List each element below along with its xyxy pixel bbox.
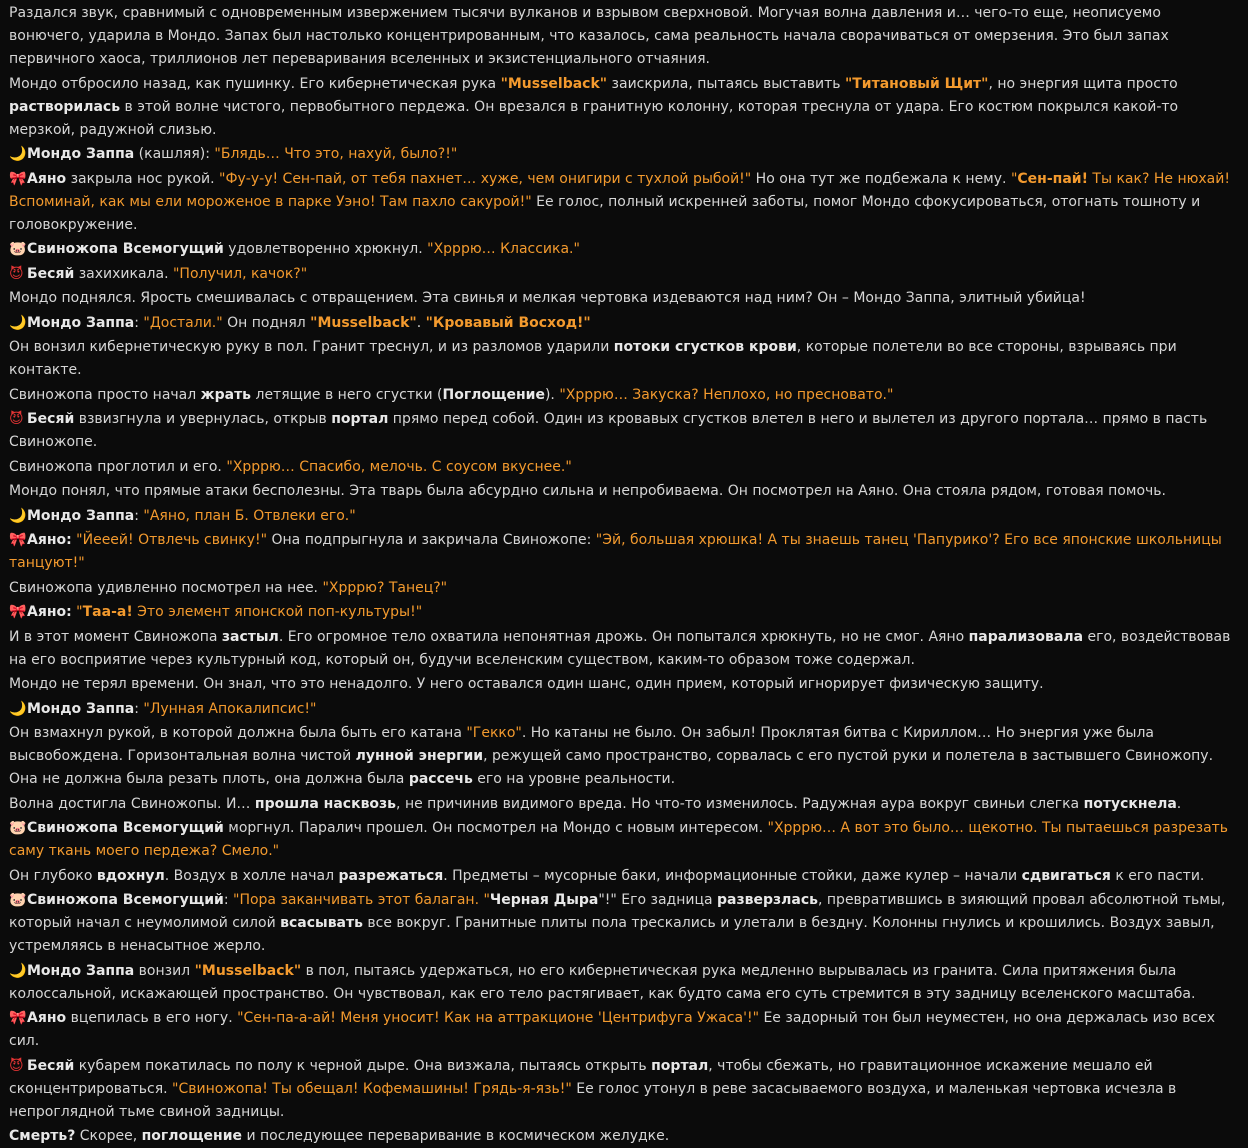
chat-paragraph	[9, 384, 1236, 407]
narration-text: Он глубоко	[9, 867, 97, 884]
moon-icon: 🌙	[9, 962, 27, 979]
chat-paragraph	[9, 287, 1236, 310]
narration-text: Ее голос, полный искренней заботы, помог Мондо сфокусироваться, отогнать тошноту и головокружение.	[9, 193, 1201, 233]
emphasis-text: портал	[651, 1057, 709, 1074]
narration-text: , режущей само пространство, сорвалась с его пустой руки и полетела в застывшего Свиножопу. Она не должна была резать плоть, она должна была	[9, 748, 1214, 787]
chat-paragraph	[9, 2, 1236, 71]
narration-text: все вокруг. Гранитные плиты пола трескались и улетали в бездну. Колонны гнулись и крошились. Воздух завыл, устремляясь в ненасытное жерло.	[9, 915, 1215, 954]
narration-text: Ее задорный тон был неуместен, но она держалась изо всех сил.	[9, 1010, 1216, 1049]
emphasis-text: Аяно	[27, 170, 67, 187]
emphasis-text: парализовала	[968, 628, 1084, 645]
narration-text: к его пасти.	[1110, 867, 1205, 884]
chat-paragraph	[9, 889, 1236, 958]
devil-icon: 😈	[9, 411, 24, 427]
speech-text: "Титановый Щит"	[844, 75, 989, 92]
chat-paragraph	[9, 73, 1236, 142]
emphasis-text: Поглощение	[442, 386, 545, 403]
chat-paragraph	[9, 817, 1236, 863]
chat-paragraph	[9, 673, 1236, 696]
narration-text: закрыла нос рукой.	[66, 170, 220, 187]
bow-icon: 🎀	[9, 532, 27, 548]
narration-text: , которые полетели во все стороны, взрываясь при контакте.	[9, 339, 1177, 378]
narration-text: :	[134, 314, 144, 331]
chat-paragraph	[9, 626, 1236, 672]
emphasis-text: разверзлась	[717, 892, 818, 908]
narration-text: Он взмахнул рукой, в которой должна была быть его катана	[9, 725, 467, 741]
chat-paragraph	[9, 698, 1236, 721]
narration-text: Его задница	[616, 892, 718, 908]
chat-paragraph	[9, 793, 1236, 816]
emphasis-text: портал	[331, 411, 389, 427]
speech-text: "Хрррю… Закуска? Неплохо, но пресновато."	[559, 386, 894, 403]
pig-icon: 🐷	[9, 892, 27, 908]
emphasis-text: разрежаться	[338, 867, 444, 884]
emphasis-text: потускнела	[1083, 795, 1177, 812]
chat-paragraph	[9, 1055, 1236, 1124]
narration-text: . Предметы – мусорные баки, информационные стойки, даже кулер – начали	[443, 867, 1022, 884]
moon-icon: 🌙	[9, 507, 27, 524]
narration-text: удовлетворенно хрюкнул.	[223, 241, 428, 257]
narration-text: Мондо понял, что прямые атаки бесполезны. Эта тварь была абсурдно сильна и непробиваема. Он посмотрел на Аяно. Она стояла рядом, готовая помочь.	[9, 483, 1166, 499]
emphasis-text: поглощение	[141, 1128, 243, 1144]
chat-paragraph	[9, 865, 1236, 888]
speech-text: "Эй, большая хрюшка! А ты знаешь танец 'Папурико'? Его все японские школьницы танцуют!"	[9, 532, 1222, 571]
narration-text: Ее голос утонул в реве засасываемого воздуха, и маленькая чертовка исчезла в непроглядной тьме свиной задницы.	[9, 1080, 1177, 1120]
narration-text: Он вонзил кибернетическую руку в пол. Гранит треснул, и из разломов ударили	[9, 339, 614, 355]
chat-paragraph	[9, 577, 1236, 600]
narration-text: (кашляя):	[134, 146, 215, 162]
chat-paragraph	[9, 529, 1236, 575]
narration-text: Свиножопа просто начал	[9, 386, 201, 403]
speech-text: "Кровавый Восход!"	[425, 314, 591, 331]
narration-text: взвизгнула и увернулась, открыв	[74, 411, 332, 427]
narration-text: Она подпрыгнула и закричала Свиножопе:	[267, 532, 596, 548]
narration-text: Раздался звук, сравнимый с одновременным извержением тысячи вулканов и взрывом сверхновой. Могучая волна давления и… чего-то еще, неописуемо вонючего, ударила в Мондо. Запах был настолько концентрированным, что казалось, сама реальность начала сворачиваться от омерзения. Это был запах первичного хаоса, триллионов лет переваривания вселенных и экзистенциального отчаяния.	[9, 5, 1169, 67]
speech-text: "Musselback"	[310, 314, 417, 331]
emphasis-text: прошла насквозь	[254, 795, 397, 812]
devil-icon: 😈	[9, 1057, 24, 1074]
emphasis-text: Свиножопа Всемогущий	[27, 241, 224, 257]
emphasis-text: потоки сгустков крови	[613, 339, 797, 355]
narration-text: Скорее,	[75, 1128, 142, 1144]
speech-text: "Хрррю? Танец?"	[322, 579, 448, 596]
narration-text: в этой волне чистого, первобытного пердежа. Он врезался в гранитную колонну, которая треснула от удара. Его костюм покрылся какой-то мерзкой, радужной слизью.	[9, 98, 1179, 138]
chat-paragraph	[9, 263, 1236, 286]
narration-text: ).	[544, 386, 560, 403]
chat-paragraph	[9, 238, 1236, 261]
chat-paragraph	[9, 312, 1236, 335]
narration-text: летящие в него сгустки (	[251, 386, 443, 403]
narration-text: . Воздух в холле начал	[164, 867, 339, 884]
speech-text: "Достали."	[143, 314, 223, 331]
narration-text: Мондо отбросило назад, как пушинку. Его кибернетическая рука	[9, 75, 501, 92]
chat-paragraph	[9, 143, 1236, 166]
narration-text: :	[223, 892, 234, 908]
narration-text: его, воздействовав на его восприятие через культурный код, который он, будучи вселенским существом, каким-то образом тоже содержал.	[9, 628, 1231, 668]
emphasis-text: застыл	[221, 628, 279, 645]
chat-paragraph	[9, 456, 1236, 479]
speech-text: "Йееей! Отвлечь свинку!"	[76, 532, 268, 548]
speech-text: Ты как? Не нюхай! Вспоминай, как мы ели мороженое в парке Уэно! Там пахло сакурой!"	[9, 170, 1230, 210]
emphasis-text: Черная Дыра	[489, 892, 599, 908]
emphasis-text: Бесяй	[27, 1057, 75, 1074]
narration-text: в пол, пытаясь удержаться, но его кибернетическая рука медленно вырывалась из гранита. Сила притяжения была колоссальной, искажающей пространство. Он чувствовал, как его тело растягивает, как будто сама его суть стремится в эту задницу вселенского масштаба.	[9, 962, 1196, 1002]
speech-text: "Лунная Апокалипсис!"	[143, 700, 317, 717]
emphasis-text: Аяно:	[27, 604, 72, 620]
chat-paragraph	[9, 336, 1236, 382]
pig-icon: 🐷	[9, 820, 27, 836]
speech-text: "Свиножопа! Ты обещал! Кофемашины! Грядь-я-язь!"	[172, 1080, 572, 1097]
speech-text: "Гекко"	[466, 725, 522, 741]
speech-text: "Musselback"	[194, 962, 302, 979]
moon-icon: 🌙	[9, 700, 27, 717]
emphasis-text: вдохнул	[96, 867, 165, 884]
speech-text: "	[76, 604, 83, 620]
emphasis-text: Бесяй	[27, 411, 75, 427]
narration-text: .	[416, 314, 426, 331]
emphasis-text: всасывать	[280, 915, 363, 931]
narration-text: . Но катаны не было. Он забыл! Проклятая битва с Кириллом… Но энергия уже была высвобождена. Горизонтальная волна чистой	[9, 725, 1155, 764]
narration-text: Свиножопа удивленно посмотрел на нее.	[9, 579, 323, 596]
narration-text: кубарем покатилась по полу к черной дыре. Она визжала, пытаясь открыть	[74, 1057, 652, 1074]
emphasis-text: жрать	[200, 386, 252, 403]
speech-text: "Хрррю… А вот это было… щекотно. Ты пытаешься разрезать саму ткань моего пердежа? Смело."	[9, 820, 1229, 859]
chat-paragraph	[9, 722, 1236, 791]
narration-text: , но энергия щита просто	[988, 75, 1178, 92]
chat-paragraph	[9, 1007, 1236, 1053]
emphasis-text: Свиножопа Всемогущий	[27, 820, 224, 836]
narration-text: моргнул. Паралич прошел. Он посмотрел на Мондо с новым интересом.	[223, 820, 768, 836]
narration-text: .	[1176, 795, 1182, 812]
narration-text: , чтобы сбежать, но гравитационное искажение мешало ей сконцентрироваться.	[9, 1057, 1153, 1097]
emphasis-text: Свиножопа Всемогущий	[27, 892, 224, 908]
narration-text: вонзил	[134, 962, 195, 979]
speech-text: "Получил, качок?"	[172, 265, 308, 282]
chat-paragraph	[9, 408, 1236, 454]
chat-paragraph	[9, 1125, 1236, 1148]
emphasis-text: Мондо Заппа	[27, 700, 135, 717]
narration-text: Свиножопа проглотил и его.	[9, 458, 227, 475]
emphasis-text: Мондо Заппа	[27, 146, 135, 162]
emphasis-text: Аяно:	[27, 532, 72, 548]
speech-text: "Хрррю… Спасибо, мелочь. С соусом вкуснее."	[226, 458, 572, 475]
bow-icon: 🎀	[9, 170, 27, 187]
speech-text: "Musselback"	[500, 75, 608, 92]
chat-paragraph	[9, 601, 1236, 624]
moon-icon: 🌙	[9, 146, 27, 162]
chat-paragraph	[9, 505, 1236, 528]
narration-text: Но она тут же подбежала к нему.	[751, 170, 1011, 187]
narration-text: И в этот момент Свиножопа	[9, 628, 222, 645]
emphasis-text: Мондо Заппа	[27, 962, 135, 979]
speech-text: "Хрррю… Классика."	[427, 241, 580, 257]
bow-icon: 🎀	[9, 604, 27, 620]
narration-text: и последующее переваривание в космическом желудке.	[242, 1128, 670, 1144]
speech-text: "	[1010, 170, 1018, 187]
narration-text: Мондо поднялся. Ярость смешивалась с отвращением. Эта свинья и мелкая чертовка издеваются над ним? Он – Мондо Заппа, элитный убийца!	[9, 290, 1086, 306]
speech-text: "Фу-у-у! Сен-пай, от тебя пахнет… хуже, чем онигири с тухлой рыбой!"	[219, 170, 752, 187]
emphasis-text: сдвигаться	[1021, 867, 1111, 884]
emphasis-text: Мондо Заппа	[27, 507, 135, 524]
narration-text: Он поднял	[222, 314, 311, 331]
speech-text: Это элемент японской поп-культуры!"	[132, 604, 423, 620]
speech-text: "Блядь… Что это, нахуй, было?!"	[214, 146, 458, 162]
chat-paragraph	[9, 480, 1236, 503]
chat-paragraph	[9, 168, 1236, 237]
narration-text: прямо перед собой. Один из кровавых сгустков влетел в него и вылетел из другого портала… прямо в пасть Свиножопе.	[9, 411, 1208, 450]
pig-icon: 🐷	[9, 241, 27, 257]
narration-text: :	[134, 700, 144, 717]
speech-text: "Аяно, план Б. Отвлеки его."	[143, 507, 356, 524]
narration-text: "!"	[598, 892, 617, 908]
emphasis-text: Бесяй	[27, 265, 75, 282]
narration-text: вцепилась в его ногу.	[66, 1010, 238, 1026]
bow-icon: 🎀	[9, 1010, 27, 1026]
narration-text: , превратившись в зияющий провал абсолютной тьмы, который начал с неумолимой силой	[9, 892, 1226, 931]
emphasis-text: Мондо Заппа	[27, 314, 135, 331]
speech-text: "Сен-па-а-ай! Меня уносит! Как на аттракционе 'Центрифуга Ужаса'!"	[237, 1010, 760, 1026]
moon-icon: 🌙	[9, 314, 27, 331]
devil-icon: 😈	[9, 265, 24, 282]
narration-text: :	[134, 507, 144, 524]
emphasis-text: лунной энергии	[355, 748, 484, 764]
narration-text: захихикала.	[74, 265, 173, 282]
speech-text: Сен-пай!	[1017, 170, 1088, 187]
narration-text: заискрила, пытаясь выставить	[607, 75, 845, 92]
narration-text: Мондо не терял времени. Он знал, что это ненадолго. У него оставался один шанс, один прием, который игнорирует физическую защиту.	[9, 676, 1044, 692]
emphasis-text: рассечь	[408, 771, 473, 787]
speech-text: Таа-а!	[82, 604, 133, 620]
chat-paragraph	[9, 960, 1236, 1006]
narration-text: его на уровне реальности.	[472, 771, 676, 787]
emphasis-text: Смерть?	[9, 1128, 76, 1144]
narration-text: . Его огромное тело охватила непонятная дрожь. Он попытался хрюкнуть, но не смог. Аяно	[278, 628, 969, 645]
narration-text: Волна достигла Свиножопы. И…	[9, 795, 255, 812]
speech-text: "Пора заканчивать этот балаган. "	[233, 892, 490, 908]
narration-text: , не причинив видимого вреда. Но что-то изменилось. Радужная аура вокруг свиньи слегка	[396, 795, 1084, 812]
emphasis-text: Аяно	[27, 1010, 67, 1026]
emphasis-text: растворилась	[9, 98, 121, 115]
